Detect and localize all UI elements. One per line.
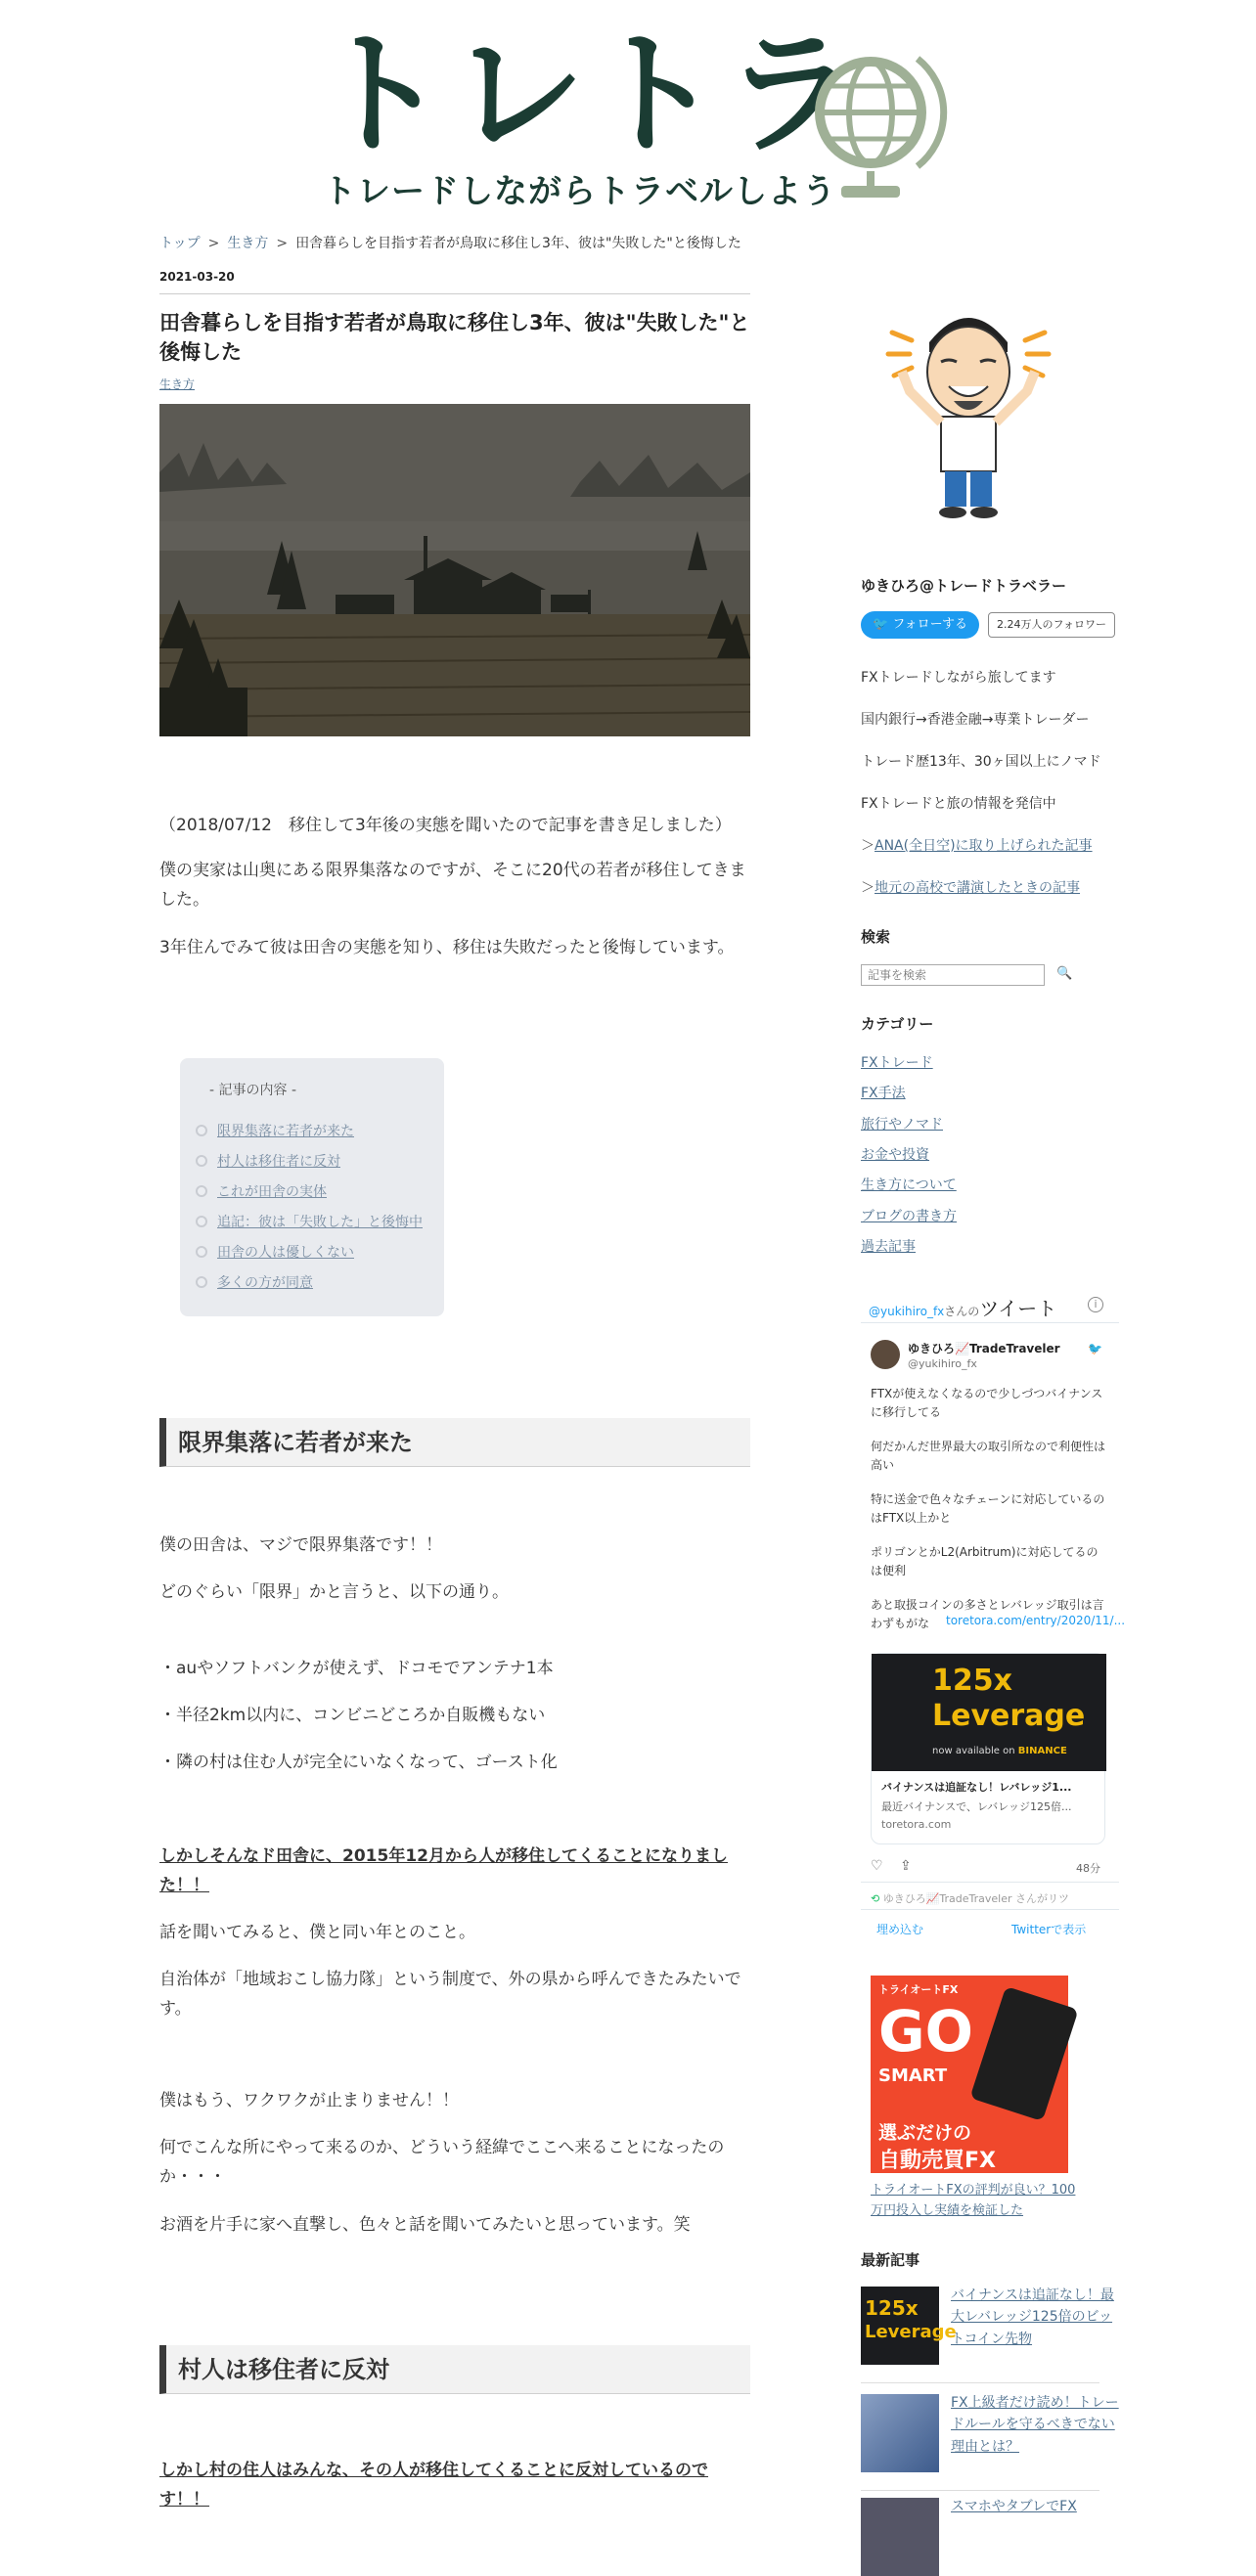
binance-logo: BINANCE (1017, 1746, 1067, 1756)
profile-link-row (861, 835, 1093, 855)
search-icon[interactable]: 🔍 (1056, 966, 1073, 981)
twitter-bird-icon: 🐦 (1088, 1342, 1102, 1355)
card-big-text: 125x (932, 1664, 1012, 1698)
retweet-line: ⟲ ゆきひろ📈TradeTraveler さんがリツ (871, 1892, 1070, 1905)
follow-label: フォローする (892, 617, 968, 632)
site-header (0, 0, 1256, 215)
tweet-link-card[interactable] (871, 1653, 1105, 1844)
body-paragraph: 話を聞いてみると、僕と同い年とのこと。 (159, 1923, 475, 1942)
article (159, 270, 750, 736)
breadcrumb-separator: > (276, 236, 289, 251)
timeline-title: ツイート (979, 1297, 1057, 1320)
phone-image (969, 1986, 1078, 2121)
tweet-text: 何だかんだ世界最大の取引所なので利便性は高い (871, 1440, 1106, 1472)
toc-item[interactable]: これが田舎の実体 (217, 1184, 327, 1200)
search-input[interactable] (861, 964, 1045, 986)
tweet-time[interactable]: 48分 (1076, 1862, 1100, 1875)
globe-icon (802, 39, 939, 205)
ad-smart-text: SMART (878, 2065, 948, 2086)
divider (861, 2490, 1099, 2491)
site-logo-tagline: トレードしながらトラベルしよう (323, 172, 836, 211)
search-heading: 検索 (861, 928, 891, 946)
list-item: ・半径2km以内に、コンビニどころか自販機もない (159, 1706, 546, 1725)
recent-post-item[interactable] (861, 2287, 1115, 2369)
toc-bullet-icon (196, 1246, 207, 1258)
profile-name: ゆきひろ@トレードトラベラー (861, 577, 1067, 595)
twitter-follow-button[interactable] (861, 611, 979, 639)
body-paragraph: 僕はもう、ワクワクが止まりません！！ (159, 2091, 459, 2110)
ad-banner[interactable] (871, 1976, 1068, 2173)
post-title: 田舎暮らしを目指す若者が鳥取に移住し3年、彼は"失敗した"と後悔した (159, 311, 750, 365)
post-date: 2021-03-20 (159, 270, 750, 294)
recent-post-thumbnail (861, 2498, 939, 2576)
toc-bullet-icon (196, 1185, 207, 1197)
tweet-user-name[interactable]: ゆきひろ📈TradeTraveler (908, 1342, 1060, 1355)
intro-paragraph: 3年住んでみて彼は田舎の実態を知り、移住は失敗だったと後悔しています。 (159, 938, 735, 957)
recent-post-item[interactable] (861, 2498, 1115, 2514)
section-heading: 村人は移住者に反対 (159, 2345, 750, 2394)
ad-line1: 選ぶだけの (878, 2122, 972, 2144)
profile-bio-line: 国内銀行→香港金融→専業トレーダー (861, 712, 1090, 728)
misty-village-illustration (159, 404, 750, 736)
recent-post-link[interactable]: スマホやタブレでFX (951, 2499, 1077, 2514)
breadcrumb (159, 233, 741, 252)
divider (861, 1909, 1119, 1910)
recent-post-link[interactable]: バイナンスは追証なし！最大レバレッジ125倍のビットコイン先物 (951, 2287, 1114, 2347)
section-1 (159, 1418, 750, 1469)
thumb-text: 125x (865, 2296, 919, 2320)
recent-post-thumbnail (861, 2394, 939, 2472)
timeline-header (869, 1293, 1056, 1321)
tweet-avatar[interactable] (871, 1340, 900, 1369)
toc-bullet-icon (196, 1125, 207, 1136)
category-link[interactable]: お金や投資 (861, 1147, 929, 1163)
divider (861, 1322, 1119, 1323)
category-link[interactable]: FX手法 (861, 1086, 906, 1101)
profile-link-lecture[interactable]: 地元の高校で講演したときの記事 (875, 880, 1080, 896)
emphasis-paragraph: しかしそんなド田舎に、2015年12月から人が移住してくることになりました！！ (159, 1846, 728, 1895)
toc-title: - 記事の内容 - (209, 1083, 297, 1098)
tweet-text: あと取扱コインの多さとレバレッジ取引は言わずもがな (871, 1598, 1104, 1630)
info-icon[interactable]: i (1088, 1297, 1103, 1312)
body-paragraph: 僕の田舎は、マジで限界集落です！！ (159, 1535, 442, 1555)
category-link[interactable]: 生き方について (861, 1177, 957, 1193)
toc-item[interactable]: 多くの方が同意 (217, 1275, 313, 1291)
breadcrumb-separator: > (207, 236, 220, 251)
divider (861, 2382, 1099, 2383)
body-paragraph: お酒を片手に家へ直撃し、色々と話を聞いてみたいと思っています。笑 (159, 2215, 691, 2235)
heart-icon[interactable]: ♡ (871, 1858, 883, 1874)
card-title: バイナンスは追証なし！レバレッジ1... (881, 1781, 1072, 1794)
category-link[interactable]: 過去記事 (861, 1239, 916, 1255)
list-item: ・隣の村は住む人が完全にいなくなって、ゴースト化 (159, 1753, 558, 1772)
profile-bio-line: FXトレードと旅の情報を発信中 (861, 796, 1056, 812)
intro-paragraph: 僕の実家は山奥にある限界集落なのですが、そこに20代の若者が移住してきました。 (159, 861, 746, 910)
intro-paragraph: （2018/07/12 移住して3年後の実態を聞いたので記事を書き足しました） (159, 816, 732, 835)
toc-bullet-icon (196, 1216, 207, 1227)
site-logo-title[interactable]: トレトラ (313, 16, 862, 173)
tweet-link[interactable]: toretora.com/entry/2020/11/... (946, 1614, 1126, 1627)
card-domain: toretora.com (881, 1818, 952, 1831)
toc-bullet-icon (196, 1155, 207, 1167)
category-link[interactable]: 旅行やノマド (861, 1117, 943, 1133)
follower-count[interactable]: 2.24万人のフォロワー (988, 612, 1115, 638)
toc-item[interactable]: 限界集落に若者が来た (217, 1124, 354, 1139)
table-of-contents (180, 1058, 444, 1316)
emphasis-paragraph: しかし村の住人はみんな、その人が移住してくることに反対しているのです！！ (159, 2461, 708, 2509)
share-icon[interactable]: ⇪ (900, 1858, 912, 1874)
toc-item[interactable]: 追記：彼は「失敗した」と後悔中 (217, 1215, 423, 1230)
section-2 (159, 2345, 750, 2396)
profile-link-row (861, 877, 1080, 897)
link-prefix: ＞ (861, 838, 875, 854)
breadcrumb-home[interactable]: トップ (159, 236, 201, 251)
breadcrumb-current: 田舎暮らしを目指す若者が鳥取に移住し3年、彼は"失敗した"と後悔した (295, 236, 741, 251)
ad-brand: トライオートFX (878, 1983, 959, 1996)
tweet-text: FTXが使えなくなるので少しづつバイナンスに移行してる (871, 1387, 1103, 1419)
tweet-text: 特に送金で色々なチェーンに対応しているのはFTX以上かと (871, 1492, 1105, 1525)
body-paragraph: 何でこんな所にやって来るのか、どういう経緯でここへ来ることになったのか・・・ (159, 2138, 725, 2187)
divider (861, 1882, 1119, 1883)
breadcrumb-category[interactable]: 生き方 (227, 236, 269, 251)
profile-link-ana[interactable]: ANA(全日空)に取り上げられた記事 (875, 838, 1093, 854)
card-image (872, 1654, 1106, 1771)
toc-item[interactable]: 村人は移住者に反対 (217, 1154, 340, 1170)
list-item: ・auやソフトバンクが使えず、ドコモでアンテナ1本 (159, 1659, 554, 1678)
card-big-text: Leverage (932, 1699, 1086, 1733)
view-on-twitter-link[interactable]: Twitterで表示 (1011, 1923, 1087, 1936)
tweet-text: ポリゴンとかL2(Arbitrum)に対応してるのは便利 (871, 1545, 1099, 1577)
twitter-bird-icon: 🐦 (873, 617, 893, 632)
profile-bio-line: FXトレードしながら旅してます (861, 670, 1056, 686)
card-description: 最近バイナンスで、レバレッジ125倍... (881, 1800, 1072, 1813)
body-paragraph: どのぐらい「限界」かと言うと、以下の通り。 (159, 1582, 509, 1602)
ad-line2: 自動売買FX (878, 2149, 996, 2173)
toc-item[interactable]: 田舎の人は優しくない (217, 1245, 354, 1261)
avatar (880, 284, 1056, 523)
ad-big-text: GO (878, 1998, 973, 2065)
category-link[interactable]: ブログの書き方 (861, 1209, 957, 1224)
recent-post-item[interactable] (861, 2394, 1119, 2476)
timeline-suffix: さんの (944, 1305, 980, 1318)
ad-caption-link[interactable]: トライオートFXの評判が良い？100万円投入し実績を検証した (871, 2183, 1076, 2218)
retweet-icon: ⟲ (871, 1892, 883, 1905)
body-paragraph: 自治体が「地域おこし協力隊」という制度で、外の県から呼んできたみたいです。 (159, 1970, 741, 2019)
hero-image (159, 404, 750, 736)
profile-bio-line: トレード歴13年、30ヶ国以上にノマド (861, 754, 1101, 770)
embed-link[interactable]: 埋め込む (876, 1923, 924, 1936)
recent-post-thumbnail (861, 2287, 957, 2365)
recent-post-link[interactable]: FX上級者だけ読め！トレードルールを守るべきでない理由とは？ (951, 2395, 1119, 2455)
section-heading: 限界集落に若者が来た (159, 1418, 750, 1467)
category-heading: カテゴリー (861, 1015, 934, 1033)
tweet-user-handle[interactable]: @yukihiro_fx (908, 1357, 977, 1370)
card-small-text: now available on BINANCE (932, 1746, 1067, 1756)
post-category-link[interactable]: 生き方 (159, 377, 196, 391)
toc-bullet-icon (196, 1276, 207, 1288)
category-link[interactable]: FXトレード (861, 1055, 933, 1071)
link-prefix: ＞ (861, 880, 875, 896)
timeline-handle[interactable]: @yukihiro_fx (869, 1305, 945, 1318)
thumb-text: Leverage (865, 2322, 957, 2342)
recent-heading: 最新記事 (861, 2251, 920, 2269)
